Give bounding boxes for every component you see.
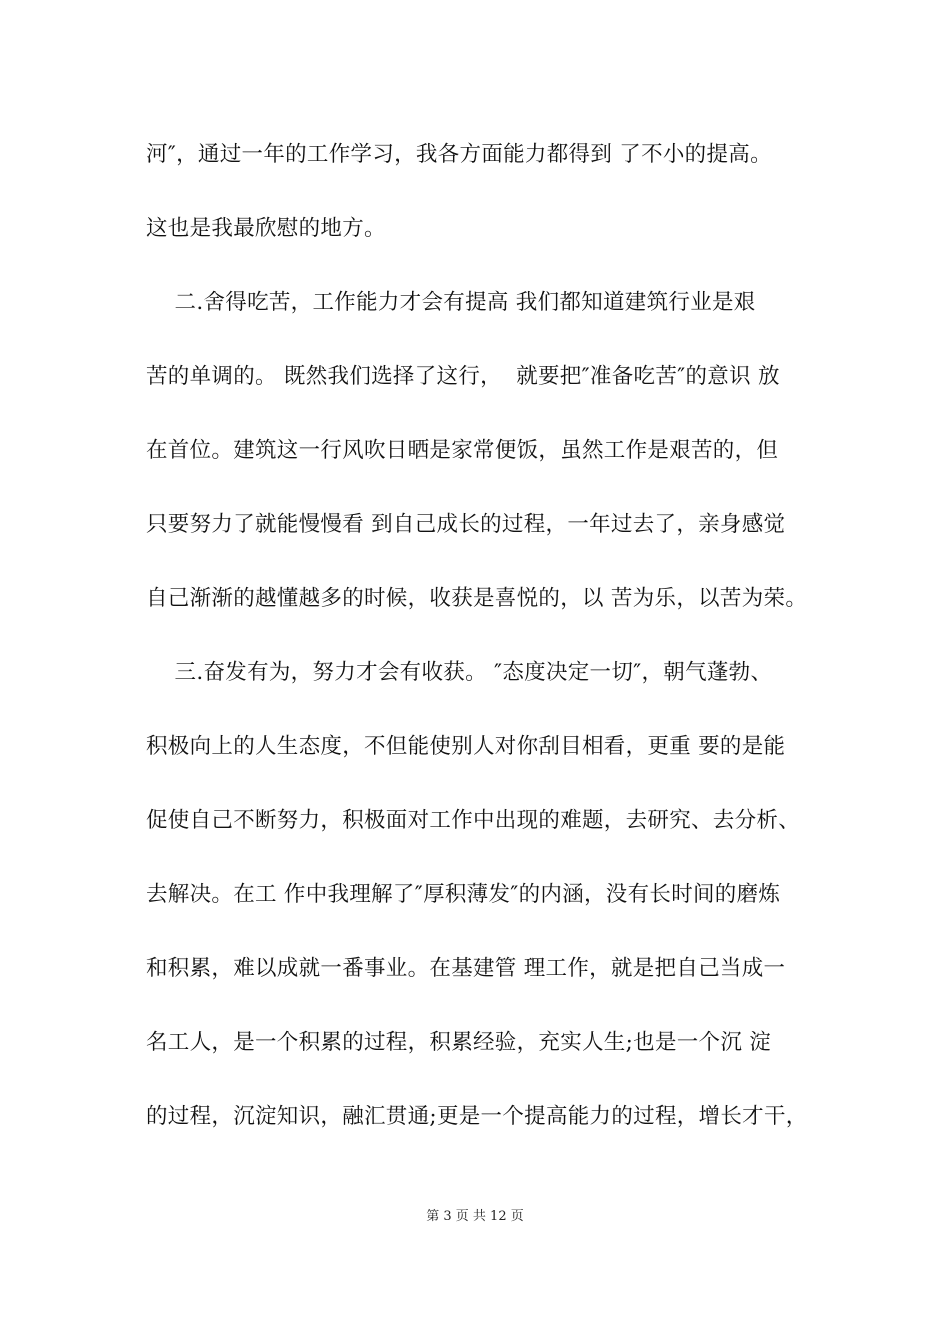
text-line: 在首位。建筑这一行风吹日晒是家常便饭，虽然工作是艰苦的，但 <box>146 438 779 463</box>
text-line: 促使自己不断努力，积极面对工作中出现的难题，去研究、去分析、 <box>146 808 801 833</box>
text-line: 河″，通过一年的工作学习，我各方面能力都得到 了不小的提高。 <box>146 142 772 167</box>
text-line: 名工人，是一个积累的过程，积累经验，充实人生;也是一个沉 淀 <box>146 1030 772 1055</box>
text-line: 只要努力了就能慢慢看 到自己成长的过程，一年过去了，亲身感觉 <box>146 512 786 537</box>
text-line: 自己渐渐的越懂越多的时候，收获是喜悦的，以 苦为乐，以苦为荣。 <box>146 586 808 611</box>
page-number-label: 第 3 页 共 12 页 <box>426 1209 524 1224</box>
text-line: 这也是我最欣慰的地方。 <box>146 216 386 241</box>
text-line: 苦的单调的。 既然我们选择了这行， 就要把″准备吃苦″的意识 放 <box>146 364 780 389</box>
text-line: 去解决。在工 作中我理解了″厚积薄发″的内涵，没有长时间的磨炼 <box>146 882 781 907</box>
text-line: 三.奋发有为，努力才会有收获。 ″态度决定一切″，朝气蓬勃、 <box>146 660 773 685</box>
text-line: 和积累，难以成就一番事业。在基建管 理工作，就是把自己当成一 <box>146 956 786 981</box>
page-footer <box>0 1208 950 1226</box>
text-line: 积极向上的人生态度，不但能使别人对你刮目相看，更重 要的是能 <box>146 734 786 759</box>
text-line: 的过程，沉淀知识，融汇贯通;更是一个提高能力的过程，增长才干， <box>146 1104 808 1129</box>
text-line: 二.舍得吃苦，工作能力才会有提高 我们都知道建筑行业是艰 <box>146 290 756 315</box>
